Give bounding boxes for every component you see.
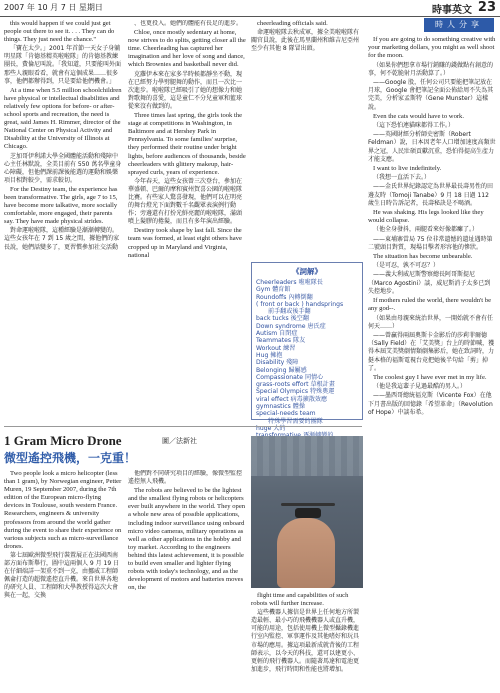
paragraph: ——英國財經分析師史密斯（Robert Feldman）說，日本因老年人口增加速度高類世界之冠，人民壯碩貢獻沉重，恐怕得提高生產力才能支應。 xyxy=(368,131,496,163)
paragraph: If mothers ruled the world, there wouldn't be any god--. xyxy=(368,297,492,313)
vocabulary-item: Down syndrome 唐氏症 xyxy=(256,322,326,330)
paragraph: 他們對不同研究項目的經驗，像微型監控遙控無人飛機。 xyxy=(128,470,243,486)
article-column-3 xyxy=(251,20,363,260)
vocabulary-item: viral effect 病毒擴散效應 xyxy=(256,395,328,403)
paragraph: ——曾贏得兩屆奧斯卡金影后的莎莉菲爾德（Sally Field）在「艾美獎」台上的時節喊，獲得本屆艾美獎劇情類劇集影后，她在致詞時，力挺本格的福斯電視台竟把她後半句給「剪」掉了。 xyxy=(368,331,495,372)
paragraph: （這下恐怕連貓咪都得工作。） xyxy=(373,122,455,130)
vocabulary-list xyxy=(252,279,362,461)
vocabulary-item: Gym 體育館 xyxy=(256,286,291,294)
paragraph: 對命運啦啦隊，這種經驗是漸漸轉變的。這些女孩年在 7 到 15 歲之間，據他們的家長說，她們話變多了，更習慣參加社交活動 xyxy=(4,227,120,251)
vocabulary-item: grass-roots effort 草根計畫 xyxy=(256,381,335,389)
paragraph: The robots are believed to be the lightest and the smallest flying robots or helicopters ever built anywhere in the world. They open a whole new area of possible applications, including indoor surveillance using onboard micro video cameras, military operations as well as other applications in the hobby and toy market. According to the engineers behind this latest achievement, it is possible to build even smaller and lighter flying robots with today's technology, and as the development of motors and batteries moves on, the xyxy=(128,487,246,592)
paragraph: Even the cats would have to work. xyxy=(373,112,465,120)
vocabulary-item: Roundoffs 內轉倒翻 xyxy=(256,293,313,301)
paragraph: 命運啦啦隊去秋成軍，據全美啦啦隊有關官員說，此後在馬里蘭州和維吉尼亞州至少有其他 8 隊冒出頭。 xyxy=(251,29,360,53)
paragraph: He was shaking. His legs looked like they would collapse. xyxy=(368,209,484,225)
vocabulary-item: gymnastics 體操 xyxy=(256,403,305,411)
vocabulary-item: Autism 自閉症 xyxy=(256,330,298,338)
paragraph: 克蘿伊本來在家多半時候都靜坐不動，現在已經努力學劈腿舞的動作，而且一次比一次進步。啦啦隊已經吸引了她的想像力和她對歌舞的喜愛，這是童仁不分兒童軍和籃球從來沒有做到的。 xyxy=(128,70,243,110)
paragraph: The coolest guy I have ever met in my life. xyxy=(373,373,487,381)
vocabulary-item: 前手翻或後手翻 xyxy=(268,308,311,316)
vocabulary-item: huge 大的 xyxy=(256,424,286,432)
vocabulary-item: special-needs team xyxy=(256,410,316,418)
paragraph: ——墨西哥總統福克斯（Vicente Fox）在他下月書出版的回憶錄「希望革命」（Revolution of Hope）中談布希。 xyxy=(368,392,493,416)
vocabulary-item: Workout 練習 xyxy=(256,344,296,352)
paragraph: The situation has become unbearable. xyxy=(373,253,473,261)
paragraph: （他全身發抖，兩腿看來好像都癱了。） xyxy=(373,226,479,234)
paragraph: 芝加哥伊利諾大學全國體能活動和殘障中心主任林默說，全美目前有 550 萬名學童身心障礙，但他們課前課後能選的運動和娛樂項目相對較少，需求較切。 xyxy=(4,152,122,184)
paragraph: 第七屆歐洲微型飛行裝置展正在法國西南部方面布斯舉行，圖中這兩個人 9 月 19 日在仔細端詳一架重不到一克，由挪威工程師佩侖打造的超微遙控直升機。來自世界各地的研究人員、工程師和大學教授得這次大會與在一起，交換 xyxy=(4,551,120,600)
paragraph: If you are going to do something creative with your marketing dollars, you might as well shoot for the moon. xyxy=(368,36,496,60)
paragraph: 「寶在太少。」2001 年首節一天女子身躺明星隊「肯德基精英啦啦隊」的肯德基教練團長，費倫尼叫說。「我知道，只要能叫外面那些人親眼看看，就會有這個成果……很多事，他們都辦得到，只是要給他們機會。」 xyxy=(4,45,122,85)
drone-photo xyxy=(251,436,363,588)
paragraph: this would happen if we could just get people out there to see it. . . . They can do things. They just need the chance." xyxy=(4,20,115,44)
vocabulary-item: Disability 殘障 xyxy=(256,359,299,367)
paragraph: （我想一直活下去。） xyxy=(373,174,431,182)
paragraph: cheerleading officials said. xyxy=(257,20,328,27)
sidebar-body xyxy=(368,36,496,418)
vocabulary-item: Teammates 隊友 xyxy=(256,337,306,345)
article-column-2 xyxy=(128,20,246,424)
micro-drone xyxy=(295,508,321,518)
vocabulary-item: Special Olympics 特殊奧運 xyxy=(256,388,335,396)
paragraph: ——金氏世界紀錄認定為世界最長壽男性的田邊友時（Tomoji Tanabe）9 月 18 日過 112 歲生日時告訴記者，長壽秘訣是不喝酒。 xyxy=(368,183,494,207)
paragraph: Destiny took shape by last fall. Since the team was formed, at least eight others have cropped up in Maryland and Virginia, national xyxy=(128,227,242,259)
paragraph: 這些機器人據信是世界上任何地方所製造最輕、最小巧的飛機機器人或直升機，可能的用途，包括使用機上微型攝錄機進行室內監控、軍事運作及其他嗜好和玩具市場的應用。據這項最新成就背後的工程師表示，以今天的科技，還可以建更小、更輕的飛行機器人。而隨著馬達和電池更加進步，飛行時間和性能也將增加。 xyxy=(251,609,360,673)
paragraph: Chloe, once mostly sedentary at home, now strives to do splits, getting closer all the time. Cheerleading has captured her imagination and her love of song and dance, which Brownies and basketball never did. xyxy=(128,29,246,69)
vocabulary-item: Hug 擁抱 xyxy=(256,351,283,359)
paragraph: For the Destiny team, the experience has been transformative. The girls, age 7 to 15, have become more talkative, more socially comfortable, more engaged, their parents say. They have made physical strides. xyxy=(4,185,118,226)
paragraph: （如果你們想拿市場行銷賺的錢做點有創意的事，何不乾脆射月活動算了。） xyxy=(368,61,494,77)
vocabulary-box xyxy=(251,262,363,432)
vocabulary-title: 《詞解》 xyxy=(292,267,322,276)
drone-column-1 xyxy=(4,470,122,692)
hand xyxy=(277,518,335,588)
issue-date: 2007 年 10 月 7 日 星期日 xyxy=(4,3,103,12)
drone-rotor xyxy=(281,503,335,506)
paragraph: ——Google 股，任何公司只要能把筆記放在月球，Google 會把筆記全面公佈給周不失為其完美，分析家孟斯特（Gene Munster）這樣說。 xyxy=(368,79,494,111)
vocabulary-item: Belonging 歸屬感 xyxy=(256,366,307,374)
paragraph: （他是我這輩子見過最酷的男人。） xyxy=(373,383,467,391)
paragraph: ——義大利威尼斯警察總長阿哥斯提尼（Marco Agostini）談，威尼斯消子太多已到失控地步。 xyxy=(368,271,491,295)
quotes-sidebar xyxy=(366,18,498,693)
vocabulary-item: ( front or back ) handsprings xyxy=(256,300,344,308)
paragraph: （是可忍，孰不可忍？） xyxy=(373,262,440,270)
ceiling-pattern xyxy=(251,436,363,476)
paragraph: 今年春天，這些女孩曾三次登台，參加在華盛頓、巴爾的摩和賓州賀喜公園的啦啦隊比賽。有些家人驚喜發現，他們可以在明亮的舞台燈光下面對數千名觀眾表演例行動作；旁邊還有打扮光鮮亮麗的啦啦隊，滿頭噴上髮膠的捲髮，而且有多年演出經驗。 xyxy=(128,177,243,226)
section-name: 時事英文 xyxy=(432,5,472,16)
page-header xyxy=(0,0,500,17)
article-subtitle: 微型遙控飛機，一克重！ xyxy=(4,451,137,465)
paragraph: （如果由母親來統治世界，一開始就不會有任何天……） xyxy=(368,314,494,330)
paragraph: ——東埔寨當局 75 位非常遺憾的遺址遇時第二號頭目對質，現場目擊者形容他的慘狀。 xyxy=(368,235,493,251)
paragraph: I want to live indefinitely. xyxy=(373,165,442,173)
section-divider xyxy=(4,426,362,427)
vocabulary-item: Compassionate 同情心 xyxy=(256,373,324,381)
drone-column-2 xyxy=(128,470,246,692)
vocabulary-item: 特殊學習需要的團隊 xyxy=(268,417,323,425)
photo-credit: 圖／法新社 xyxy=(162,437,197,445)
paragraph: At a time when 5.5 million schoolchildren have physical or intellectual disabilities and relatively few options for before- or after-school sports and recreation, the need is great, said James H. Rimmer, director of the National Center on Physical Activity and Disability at the University of Illinois at Chicago. xyxy=(4,86,122,151)
paragraph: flight time and capabilities of such robots will further increase. xyxy=(251,592,349,608)
article-column-1 xyxy=(4,20,122,424)
paragraph: Two people look a micro helicopter (less than 1 gram), by Norwegian engineer, Petter Muren, 19 September 2007, during the 7th edition of the European micro-flying devices in Toulouse, south western France. Researchers, engineers & university professors from around the world gather during the event to share their experience on various subjects such as micro-surveillance drones. xyxy=(4,470,122,550)
paragraph: 、也更投入。她們的體能有長足的進步。 xyxy=(134,20,243,27)
article-title: 1 Gram Micro Drone xyxy=(4,433,122,448)
page-number: 23 xyxy=(477,0,496,15)
sidebar-tag: 時人分享 xyxy=(424,18,494,32)
paragraph: Three times last spring, the girls took the stage at competitions in Washington, in Baltimore and at Hershey Park in Pennsylvania. To some families' surprise, they performed their routine under bright lights, before audiences of thousands, beside cheerleaders with glittery makeup, hair-sprayed curls, years of experience. xyxy=(128,112,246,176)
vocabulary-item: Cheerleaders 啦啦隊長 xyxy=(256,279,323,286)
drone-column-3 xyxy=(251,592,363,692)
vocabulary-item: back tucks 後空翻 xyxy=(256,315,309,323)
